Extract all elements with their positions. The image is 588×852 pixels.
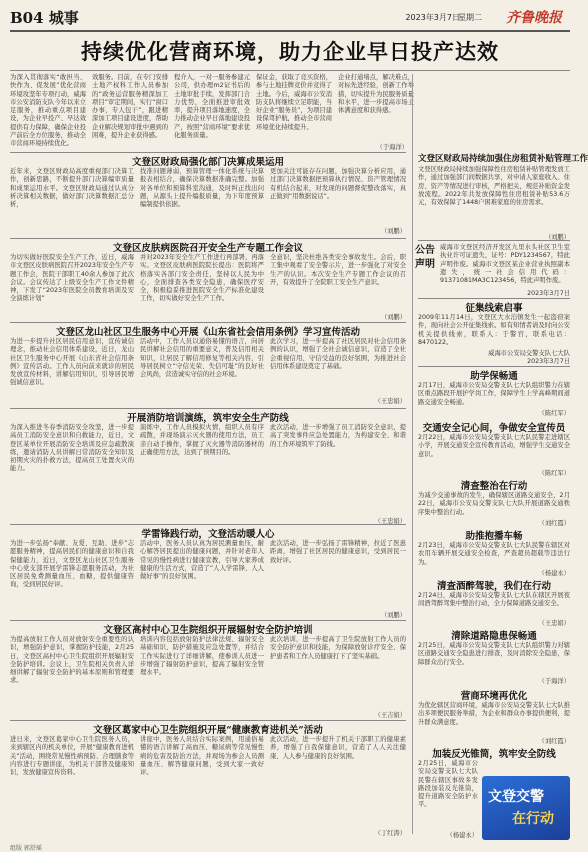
- news-4-body-2: 演练中，工作人员模拟火情，组织人员有序疏散，并现场演示灭火器的使用方法，员工亲自动手操作，掌握了灭火器等消防器材的正确使用方法，达到了预期目的。: [140, 424, 264, 456]
- right-item-5-body: 2月24日，威海市公安局交警支队七大队在辖区开展夜间酒驾醉驾集中整治行动，全力保障道路交通安全。: [418, 592, 570, 608]
- lead-col-3: 程介入，一对一服务参建元公司，供办理m2证书后的土地审批手续，发挥部门合力优势，全面推进审批效率，提升项目落地速度，全力推动企业早日落地建设投产，按照“营商环境”要求优化服务质量。: [174, 74, 250, 140]
- right-item-4-body: 2月23日，威海市公安局交警支队七大队民警在辖区对农用车辆开展交通安全检查，严查超员超载等违法行为。: [418, 542, 570, 566]
- lead-col-4: 保证金，获取了竞买资格，参与土地挂牌竞价并竞得了土地。今后，威海市公安消防支队将继续立足职能，当好企业“服务员”，为项目建设保驾护航，推动全市营商环境优化持续提升。: [256, 74, 332, 131]
- news-2-body-1: 为切实做好医院安全生产工作，近日，威海市文登区皮肤病医院召开2023年安全生产专题工作会，医院干部职工40余人参加了此次会议。会议传达了上级安全生产工作文件精神，下发了“2023年医院全员教育培训及安全演练计划”: [10, 254, 134, 303]
- news-3-title: 文登区龙山社区卫生服务中心开展《山东省社会信用条例》学习宣传活动: [55, 327, 360, 338]
- column-divider: [412, 74, 413, 834]
- news-5-body-1: 为进一步弘扬“奉献、友爱、互助、进步”志愿服务精神，提高居民们的健康意识和自我保健能力，近日，文登区龙山社区卫生服务中心党支部开展学雷锋志愿服务活动，为社区居民免费测量血压、血糖，提供健康咨询，受到居民好评。: [10, 540, 134, 589]
- lead-author: （于海洋）: [376, 144, 408, 151]
- right-item-3-author: （刘红霞）: [538, 520, 570, 527]
- badge-line-2: 在行动: [512, 811, 554, 827]
- right-item-1-author: （陈红军）: [538, 410, 570, 417]
- right-item-2-author: （陈红军）: [538, 470, 570, 477]
- news-1-body-3: 更加关注可能存在问题，加强决算分析应用，通过部门决算数据把预算执行情况、资产管理情况有机结合起来，对发现的问题督促整改落实，真正做到“用数据说话”。: [270, 168, 406, 200]
- right-item-3-title: 清查整治在行动: [460, 481, 528, 492]
- section-label: B04 城事: [10, 9, 79, 27]
- news-5-body-2: 活动中，医务人员认真为居民测量血压，耐心解答居民提出的健康问题，并针对老年人常见的慢性病进行健康宣教，引导大家养成健康的生活方式，营造了“人人学雷锋、人人做好事”的良好氛围。: [140, 540, 264, 581]
- newspaper-logo: 齐鲁晚报: [506, 10, 562, 26]
- section-divider: [418, 240, 570, 241]
- headline-divider: [10, 70, 570, 71]
- right-item-2-title: 交通安全记心间，争做安全宣传员: [422, 423, 566, 434]
- section-divider: [10, 322, 406, 323]
- right-item-8-author: （杨建永）: [446, 832, 478, 839]
- news-1-body-2: 找准问题薄弱，预算管理一体化系统与决算报表相结合，确保决算数据准确完整。加强对各单位和预算科室沟通，及时纠正找出问题，从源头上提升编报质量，为下年度预算编制提供依据。: [140, 168, 264, 209]
- right-item-1-body: 2月17日，威海市公安局交警支队七大队组织警力在辖区重点路段开展护学岗工作，保障学生上学高峰期间道路交通安全畅通。: [418, 382, 570, 406]
- news-3-body-3: 此次学习，进一步提高了社区居民对社会信用条例的认识，增强了全社会诚信意识，营造了全社会重视信用、守信受益的良好氛围，为推进社会信用体系建设奠定了基础。: [270, 338, 406, 370]
- news-2-title: 文登区皮肤病医院召开安全生产专题工作会议: [112, 243, 303, 254]
- traffic-police-badge: [482, 776, 570, 840]
- section-divider: [418, 298, 570, 299]
- notice-label: 公告声明: [415, 245, 435, 270]
- section-divider: [418, 366, 570, 367]
- notice-date: 2023年3月7日: [527, 290, 570, 297]
- page-headline: 持续优化营商环境，助力企业早日投产达效: [81, 39, 499, 64]
- news-3-author: （王忠娟）: [374, 398, 406, 405]
- right-item-6-body: 2月25日，威海市公安局交警支队七大队组织警力对辖区道路交通安全隐患进行排查，及时消除安全隐患，保障群众出行安全。: [418, 642, 570, 666]
- lead-col-5: 企业打通堵点，解决难点，对标先进经验，创新工作举措，切实提升为民服务质量和水平，进一步提高市场主体满意度和获得感。: [338, 74, 414, 115]
- news-3-body-1: 为进一步提升社区居民信用意识，宣传诚信理念，推动社会信用体系建设，近日，龙山社区卫生服务中心开展《山东省社会信用条例》宣传活动。工作人员向前来就诊的居民发放宣传材料，讲解信用知识，引导居民增强诚信意识。: [10, 338, 134, 387]
- section-divider: [10, 524, 406, 525]
- section-divider: [10, 620, 406, 621]
- news-4-title: 开展消防培训演练，筑牢安全生产防线: [127, 413, 289, 424]
- news-1-body-1: 近年来，文登区财政局高度重视部门决算工作，创新思路，不断提升部门决算编审质量和成果运用水平。文登区财政局通过认真分析决算相关数据，做好部门决算数据汇总分析，: [10, 168, 134, 209]
- right-item-3-body: 为减少交通事故的发生，确保辖区道路交通安全，2月22日，威海市公安局交警支队七大队开展道路交通秩序集中整治行动。: [418, 492, 570, 516]
- news-3-body-2: 活动中，工作人员以通俗易懂的语言，向居民讲解社会信用的重要意义，普及信用相关知识，让居民了解信用修复等相关内容，引导居民树立“守信光荣、失信可耻”的良好社会风尚，营造诚实守信的社会环境。: [140, 338, 264, 379]
- news-5-title: 学雷锋践行动，文登活动暖人心: [141, 529, 275, 540]
- issue-weekday: 星期二: [458, 13, 482, 22]
- news-4-body-3: 此次活动，进一步增强了员工消防安全意识，提高了突发事件应急处置能力，为构建安全、和谐的工作环境筑牢了防线。: [270, 424, 406, 448]
- section-divider: [10, 238, 406, 239]
- right-item-5-author: （王忠娟）: [538, 620, 570, 627]
- news-1-author: （刘鹏）: [380, 228, 406, 235]
- news-4-author: （王忠娟）: [374, 518, 406, 525]
- right-story-author: （刘鹏）: [544, 234, 570, 241]
- right-item-1-title: 助学保畅通: [470, 371, 518, 382]
- lead-col-2: 效服务。目前，在专门安排土地产权科工作人员参加的“政务运营服务精深加工项目”审定期间，实行“窗口办事，专人包干”，跟进精深加工项目建设进度，帮助企业解决规划审批中遇到的困难，提升企业获得感。: [92, 74, 168, 140]
- section-divider: [10, 720, 406, 721]
- news-2-author: （刘鹏）: [380, 314, 406, 321]
- news-7-title: 文登区葛家中心卫生院组织开展“健康教育进机关”活动: [93, 725, 323, 736]
- page-header: [10, 6, 570, 32]
- section-divider: [10, 408, 406, 409]
- news-6-body-1: 为提高放射工作人员对放射安全重要性的认识，增强防护意识，掌握防护技能，2月25日，文登区高村中心卫生院组织开展辐射安全防护培训。会议上，卫生院相关负责人详细讲解了辐射安全防护的基本原则和管理要求。: [10, 636, 134, 685]
- news-2-body-2: 并对2023年安全生产工作进行再部署，再落实。文登区皮肤病医院院长提出：医院将严格落实各部门安全责任，坚持以人民为中心，全面排查各类安全隐患，确保医疗安全，积极稳妥推进医院安全生产标准化建设工作，切实做好安全生产工作。: [140, 254, 264, 303]
- wanted-sign: 威海市公安局交警支队七大队: [488, 350, 570, 357]
- right-item-2-body: 2月22日，威海市公安局交警支队七大队民警走进辖区小学，开展交通安全宣传教育活动，增强学生交通安全意识。: [418, 434, 570, 458]
- news-4-body-1: 为深入推进冬春季消防安全攻坚，进一步提高员工消防安全意识和自救能力，近日，文登区某单位开展消防安全培训及应急疏散演练，邀请消防人员讲解日常消防安全知识及初期火灾的扑救方法，提高员工处置火灾的能力。: [10, 424, 134, 473]
- news-5-body-3: 此次活动，进一步弘扬了雷锋精神，拉近了医患距离，增强了社区居民的健康意识，受到居民一致好评。: [270, 540, 406, 564]
- lead-col-1: 为深入贯彻落实“敢担当、快作为、促发展”优化营商环境攻坚年专项行动，威海市公安消防支队今年以来立足服务，推动重点项目建设，为企业早投产、早达效提供有力保障，确保企业投产前后全方位服务，推动全市营商环境持续优化。: [10, 74, 86, 148]
- news-7-body-3: 此次活动，进一步提升了机关干部职工的健康素养，增强了自我保健意识，营造了人人关注健康、人人参与健康的良好氛围。: [270, 736, 406, 760]
- news-2-body-3: 全意识，坚决杜绝各类安全事故发生。会后，职工集中观看了安全警示片，进一步强化了对安全生产的认识。本次安全生产专题工作会议的召开，有效提升了全院职工安全生产意识。: [270, 254, 406, 286]
- issue-date: 2023年3月7日: [405, 13, 460, 22]
- right-story-title: 文登区财政局持续加强住房租赁补贴管理工作: [418, 154, 588, 164]
- notice-body: 威海市文登区经济开发区九里水头社区卫生室执业许可证遗失，证号：PDY1234567，特此声明作废。威海市文登区某企业营业执照副本遗失，统一社会信用代码：91371081MA3C123456，特此声明作废。: [440, 244, 570, 285]
- news-1-title: 文登区财政局强化部门决算成果运用: [131, 157, 284, 168]
- right-item-8-body: 2月25日，威海市公安局交警支队七大队民警在辖区事故多发路段加装反光锥筒，提升道路安全防护水平。: [418, 760, 478, 809]
- news-7-body-2: 讲座中，医务人员结合实际案例，用通俗易懂的语言讲解了高血压、糖尿病等常见慢性病的危害及防治方法，并现场为参会人员测量血压、解答健康问题，受到大家一致好评。: [140, 736, 264, 777]
- news-6-body-3: 此次培训，进一步提高了卫生院放射工作人员的安全防护意识和技能，为保障放射诊疗安全、保护患者和工作人员健康打下了坚实基础。: [270, 636, 406, 660]
- wanted-date: 2023年3月7日: [527, 358, 570, 365]
- section-divider: [10, 152, 406, 153]
- right-item-6-title: 清除道路隐患保畅通: [451, 631, 537, 642]
- right-item-8-title: 加装反光锥筒，筑牢安全防线: [432, 749, 556, 760]
- news-5-author: （刘鹏）: [380, 612, 406, 619]
- right-item-4-title: 助推抱播车畅: [465, 531, 523, 542]
- badge-line-1: 文登交警: [488, 789, 544, 805]
- news-6-body-2: 培训内容包括放射防护法律法规、辐射安全基础知识、防护措施及应急处置等，并结合工作实际进行了详细讲解，使参训人员进一步增强了辐射防护意识，提高了辐射安全管理水平。: [140, 636, 264, 677]
- right-item-7-title: 营商环境再优化: [460, 691, 528, 702]
- news-6-author: （王吉娟）: [374, 712, 406, 719]
- news-7-body-1: 进日来，文登区葛家中心卫生院医务人员，来到辖区内的机关单位，开展“健康教育进机关”活动，围绕常见慢性病预防、合理膳食等内容进行专题讲座，为机关干部普及健康知识，发放健康宣传资料。: [10, 736, 134, 777]
- page-footer: 组版 郭舒瑶: [10, 845, 42, 852]
- news-6-title: 文登区高村中心卫生院组织开展辐射安全防护培训: [103, 625, 313, 636]
- news-7-author: （丁红涛）: [374, 830, 406, 837]
- right-item-5-title: 清查酒醉驾驶，我们在行动: [436, 581, 551, 592]
- right-item-4-author: （杨建永）: [538, 570, 570, 577]
- right-item-7-author: （刘红霞）: [538, 738, 570, 745]
- wanted-title: 征集线索启事: [465, 303, 523, 314]
- wanted-body: 2009年11月14日，文登区大水泊镇发生一起盗窃案件，现向社会公开征集线索。如有知情者请及时向公安机关提供线索，联系人：于警官，联系电话：8470122。: [418, 314, 570, 346]
- right-item-7-body: 为优化辖区营商环境，威海市公安局交警支队七大队推出多项便民服务举措，为企业和群众办事提供便利，提升群众满意度。: [418, 702, 570, 726]
- right-story-body: 文登区财政局持续加强保障性住房租赁补贴管理发放工作，通过加强部门间数据共享，对申请人家庭收入、住房、资产等情况进行审核，严格把关，规范补贴资金发放流程。2022年共发放保障性住房租赁补贴53.6万元，有效保障了1448户困难家庭的住房需求。: [418, 166, 570, 207]
- right-item-6-author: （于海洋）: [538, 678, 570, 685]
